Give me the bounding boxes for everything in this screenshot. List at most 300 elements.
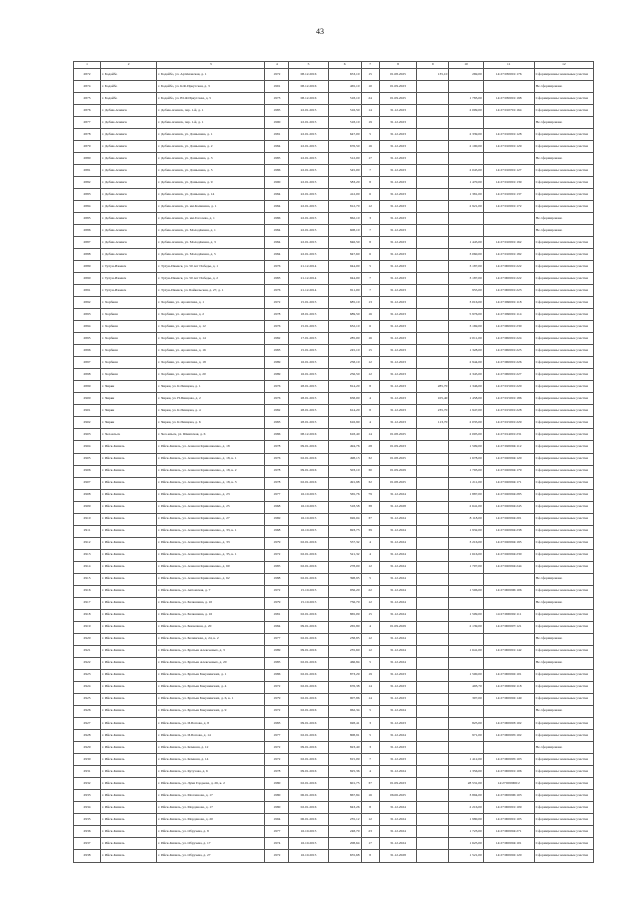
row-number-cell: 2919 xyxy=(74,621,101,633)
area-cell: 825,36 xyxy=(328,765,361,777)
date-cell: 02.01.2016 xyxy=(289,801,329,813)
cadastral-number-cell xyxy=(483,225,534,237)
land-status-cell: Сформированы земельные участки xyxy=(534,537,593,549)
table-row xyxy=(74,741,594,753)
floors-cell: 19 xyxy=(361,669,379,681)
settlement-cell: г. Ийск-Кизиль xyxy=(101,705,157,717)
settlement-cell: г. Ийск-Кизиль xyxy=(101,525,157,537)
amount-cell xyxy=(417,285,449,297)
year-built-cell: 1979 xyxy=(265,537,289,549)
cadastral-number-cell: 14:27:000002:111 xyxy=(483,609,534,621)
amount-cell xyxy=(417,585,449,597)
land-area-cell xyxy=(449,633,483,645)
date-cell: 06.01.2016 xyxy=(289,789,329,801)
settlement-cell: г. Дебин-Ачинск xyxy=(101,141,157,153)
floors-cell: 79 xyxy=(361,489,379,501)
address-cell: г. Ийск-Кизиль, ул. Автомская, д. 7 xyxy=(157,585,265,597)
settlement-cell: г. Тулун-Ижевск xyxy=(101,273,157,285)
address-cell: г. Тулун-Ижевск, ул. Байкальская, д. 27, д. 1 xyxy=(157,285,265,297)
row-number-cell: 2897 xyxy=(74,357,101,369)
land-status-cell: Не сформировано xyxy=(534,597,593,609)
land-status-cell: Сформированы земельные участки xyxy=(534,501,593,513)
settlement-cell: г. Ийск-Кизиль xyxy=(101,813,157,825)
deadline-cell: 31.12.2023 xyxy=(379,189,416,201)
address-cell: г. Ийск-Кизиль, ул. И.Попова, д. 8 xyxy=(157,717,265,729)
address-cell: г. Ийск-Кизиль, ул. И.Попова, д. 14 xyxy=(157,729,265,741)
land-area-cell: 493,70 xyxy=(449,681,483,693)
area-cell: 812,70 xyxy=(328,201,361,213)
land-area-cell: 3 187,00 xyxy=(449,261,483,273)
address-cell: г. Ийск-Кизиль, ул. Алексея Кривошеенко, д. 62 xyxy=(157,573,265,585)
floors-cell: 17 xyxy=(361,153,379,165)
deadline-cell: 31.12.2023 xyxy=(379,753,416,765)
table-row xyxy=(74,273,594,285)
year-built-cell: 1994 xyxy=(265,813,289,825)
table-row xyxy=(74,657,594,669)
table-body xyxy=(74,69,594,863)
area-cell: 412,00 xyxy=(328,189,361,201)
land-status-cell: Сформированы земельные участки xyxy=(534,405,593,417)
cadastral-number-cell: 14:27:030001:176 xyxy=(483,69,534,81)
cadastral-number-cell: 14:27:000002:120 xyxy=(483,850,534,863)
cadastral-number-cell: 14:27:000004:101 xyxy=(483,838,534,850)
table-row xyxy=(74,537,594,549)
address-cell: г. Ийск-Кизиль, ул. Комнаш, д. 12 xyxy=(157,741,265,753)
settlement-cell: г. Дебин-Ачинск xyxy=(101,177,157,189)
row-number-cell: 2896 xyxy=(74,345,101,357)
deadline-cell: 01.09.2023 xyxy=(379,81,416,93)
address-cell: г. Дебин-Ачинск, пер. 1-й, д. 1 xyxy=(157,117,265,129)
row-number-cell: 2901 xyxy=(74,405,101,417)
cadastral-number-cell: 14:27:020004:230 xyxy=(483,549,534,561)
address-cell: г. Дебин-Ачинск, ул. им.Калинина, д. 1 xyxy=(157,201,265,213)
settlement-cell: г. Чирки xyxy=(101,393,157,405)
address-cell: г. Дебин-Ачинск, ул. Дашьшева, д. 1 xyxy=(157,129,265,141)
table-row xyxy=(74,729,594,741)
land-status-cell: Сформированы земельные участки xyxy=(534,417,593,429)
cadastral-number-cell: 14:27:015001:220 xyxy=(483,381,534,393)
deadline-cell: 31.12.2023 xyxy=(379,393,416,405)
floors-cell: 12 xyxy=(361,633,379,645)
settlement-cell: г. Ийск-Кизиль xyxy=(101,850,157,863)
area-cell: 823,40 xyxy=(328,741,361,753)
land-area-cell: 1 723,00 xyxy=(449,825,483,837)
land-area-cell: 2 139,00 xyxy=(449,621,483,633)
cadastral-number-cell: 14:27:000001:223 xyxy=(483,285,534,297)
deadline-cell: 31.12.2024 xyxy=(379,585,416,597)
address-cell: г. Тулун-Ижевск, ул. 50 лет Победы, д. 2 xyxy=(157,273,265,285)
area-cell: 846,50 xyxy=(328,237,361,249)
address-cell: г. Ийск-Кизиль, ул. Алексея Кривошеенко, д. 18 xyxy=(157,441,265,453)
table-row xyxy=(74,573,594,585)
floors-cell: 12 xyxy=(361,813,379,825)
cadastral-number-cell: 14:27:010001:139 xyxy=(483,177,534,189)
land-area-cell: 2 339,00 xyxy=(449,129,483,141)
address-cell: г. Ийск-Кизиль, ул. Алексея Кривошеенко, д. 33, к. 1 xyxy=(157,525,265,537)
address-cell: г. Ийск-Кизиль, ул. Алексея Кривошеенко, д. 35, к. 1 xyxy=(157,549,265,561)
amount-cell xyxy=(417,789,449,801)
floors-cell: 23 xyxy=(361,825,379,837)
floors-cell: 19 xyxy=(361,117,379,129)
year-built-cell: 1980 xyxy=(265,789,289,801)
settlement-cell: г. Бодайбо xyxy=(101,69,157,81)
settlement-cell: г. Дебин-Ачинск xyxy=(101,165,157,177)
cadastral-number-cell: 14:27:000001:222 xyxy=(483,261,534,273)
cadastral-number-cell: 14:27:015001:228 xyxy=(483,405,534,417)
year-built-cell: 1990 xyxy=(265,117,289,129)
land-area-cell: 1 509,00 xyxy=(449,609,483,621)
cadastral-number-cell: 14:27:000006:103 xyxy=(483,789,534,801)
area-cell: 512,00 xyxy=(328,153,361,165)
settlement-cell: г. Хорбиян xyxy=(101,309,157,321)
row-number-cell: 2935 xyxy=(74,813,101,825)
area-cell: 653,10 xyxy=(328,69,361,81)
cadastral-number-cell: 14:27:060001:227 xyxy=(483,369,534,381)
land-status-cell: Сформированы земельные участки xyxy=(534,621,593,633)
floors-cell: 17 xyxy=(361,838,379,850)
settlement-cell: г. Ийск-Кизиль xyxy=(101,501,157,513)
row-number-cell: 2889 xyxy=(74,261,101,273)
cadastral-number-cell: 14:27:030001:198 xyxy=(483,93,534,105)
floors-cell: 12 xyxy=(361,357,379,369)
deadline-cell: 31.12.2024 xyxy=(379,489,416,501)
year-built-cell: 1982 xyxy=(265,405,289,417)
deadline-cell: 31.12.2023 xyxy=(379,285,416,297)
row-number-cell: 2878 xyxy=(74,129,101,141)
floors-cell: 8 xyxy=(361,381,379,393)
amount-cell xyxy=(417,429,449,441)
settlement-cell: г. Чел-ильск xyxy=(101,429,157,441)
date-cell: 08.12.2016 xyxy=(289,429,329,441)
address-cell: г. Ийск-Кизиль, ул. Бекчечная, д. 20 xyxy=(157,621,265,633)
cadastral-number-cell xyxy=(483,117,534,129)
area-cell: 632,10 xyxy=(328,321,361,333)
column-number-header: 9 xyxy=(417,62,449,69)
area-cell: 808,91 xyxy=(328,729,361,741)
cadastral-number-cell: 14:27:014001:231 xyxy=(483,429,534,441)
land-area-cell: 2 216,00 xyxy=(449,801,483,813)
settlement-cell: г. Ийск-Кизиль xyxy=(101,681,157,693)
area-cell: 503,10 xyxy=(328,465,361,477)
cadastral-number-cell: 14:27:000006:2 xyxy=(483,777,534,789)
table-row xyxy=(74,321,594,333)
cadastral-number-cell xyxy=(483,213,534,225)
deadline-cell: 31.12.2024 xyxy=(379,825,416,837)
column-number-header: 2 xyxy=(101,62,157,69)
amount-cell xyxy=(417,801,449,813)
date-cell: 22.01.2015 xyxy=(289,129,329,141)
land-area-cell: 28 531,00 xyxy=(449,777,483,789)
deadline-cell: 31.12.2023 xyxy=(379,117,416,129)
row-number-cell: 2893 xyxy=(74,309,101,321)
floors-cell: 32 xyxy=(361,453,379,465)
amount-cell xyxy=(417,489,449,501)
year-built-cell: 1984 xyxy=(265,225,289,237)
date-cell: 02.01.2016 xyxy=(289,705,329,717)
area-cell: 956,20 xyxy=(328,585,361,597)
table-row xyxy=(74,213,594,225)
land-status-cell: Не сформировано xyxy=(534,153,593,165)
year-built-cell: 1986 xyxy=(265,213,289,225)
table-row xyxy=(74,705,594,717)
table-row xyxy=(74,681,594,693)
amount-cell xyxy=(417,273,449,285)
settlement-cell: г. Ийск-Кизиль xyxy=(101,585,157,597)
row-number-cell: 2876 xyxy=(74,105,101,117)
floors-cell: 3 xyxy=(361,213,379,225)
amount-cell xyxy=(417,333,449,345)
address-cell: г. Ийск-Кизиль, ул. Обручева, д. 17 xyxy=(157,838,265,850)
address-cell: г. Ийск-Кизиль, ул. Братьев Бакунинских, д. 4 xyxy=(157,681,265,693)
land-status-cell: Сформированы земельные участки xyxy=(534,165,593,177)
area-cell: 516,50 xyxy=(328,105,361,117)
address-cell: г. Ийск-Кизиль, ул. Обручева, д. 8 xyxy=(157,825,265,837)
year-built-cell: 1972 xyxy=(265,69,289,81)
deadline-cell: 31.12.2024 xyxy=(379,729,416,741)
land-area-cell: 955,00 xyxy=(449,285,483,297)
area-cell: 676,50 xyxy=(328,141,361,153)
settlement-cell: г. Хорбиян xyxy=(101,357,157,369)
floors-cell: 38 xyxy=(361,501,379,513)
table-row xyxy=(74,717,594,729)
year-built-cell: 1976 xyxy=(265,321,289,333)
land-area-cell: 3 216,00 xyxy=(449,537,483,549)
year-built-cell: 1989 xyxy=(265,369,289,381)
land-area-cell: 1 509,00 xyxy=(449,441,483,453)
amount-cell xyxy=(417,838,449,850)
address-cell: г. Дебин-Ачинск, ул. Дашьшева, д. 9 xyxy=(157,177,265,189)
cadastral-number-cell xyxy=(483,657,534,669)
floors-cell: 13 xyxy=(361,297,379,309)
floors-cell: 30 xyxy=(361,465,379,477)
land-area-cell: 2 641,00 xyxy=(449,501,483,513)
settlement-cell: г. Ийск-Кизиль xyxy=(101,657,157,669)
land-status-cell: Сформированы земельные участки xyxy=(534,309,593,321)
table-row xyxy=(74,597,594,609)
land-status-cell: Не сформировано xyxy=(534,741,593,753)
table-row xyxy=(74,850,594,863)
settlement-cell: г. Ийск-Кизиль xyxy=(101,825,157,837)
row-number-cell: 2895 xyxy=(74,333,101,345)
amount-cell xyxy=(417,597,449,609)
year-built-cell: 1976 xyxy=(265,453,289,465)
land-area-cell: 1 412,00 xyxy=(449,753,483,765)
settlement-cell: г. Ийск-Кизиль xyxy=(101,669,157,681)
settlement-cell: г. Дебин-Ачинск xyxy=(101,117,157,129)
table-row xyxy=(74,249,594,261)
area-cell: 614,20 xyxy=(328,405,361,417)
table-row xyxy=(74,825,594,837)
cadastral-number-cell: 14:27:000001:222 xyxy=(483,273,534,285)
row-number-cell: 2903 xyxy=(74,429,101,441)
year-built-cell: 1977 xyxy=(265,633,289,645)
row-number-cell: 2875 xyxy=(74,93,101,105)
table-row xyxy=(74,333,594,345)
area-cell: 944,00 xyxy=(328,261,361,273)
address-cell: г. Дебин-Ачинск, ул. Дашьшева, д. 14 xyxy=(157,189,265,201)
row-number-cell: 2936 xyxy=(74,825,101,837)
amount-cell xyxy=(417,693,449,705)
table-row xyxy=(74,141,594,153)
date-cell: 09.01.2016 xyxy=(289,717,329,729)
floors-cell: 37 xyxy=(361,777,379,789)
settlement-cell: г. Ийск-Кизиль xyxy=(101,489,157,501)
amount-cell xyxy=(417,297,449,309)
year-built-cell: 1973 xyxy=(265,93,289,105)
area-cell: 256,50 xyxy=(328,369,361,381)
deadline-cell: 31.12.2024 xyxy=(379,573,416,585)
date-cell: 22.01.2015 xyxy=(289,177,329,189)
year-built-cell: 1972 xyxy=(265,741,289,753)
settlement-cell: г. Тулун-Ижевск xyxy=(101,261,157,273)
area-cell: 689,50 xyxy=(328,309,361,321)
row-number-cell: 2926 xyxy=(74,705,101,717)
land-status-cell: Сформированы земельные участки xyxy=(534,489,593,501)
date-cell: 22.01.2015 xyxy=(289,249,329,261)
date-cell: 15.01.2015 xyxy=(289,345,329,357)
land-area-cell: 3 187,00 xyxy=(449,273,483,285)
row-number-cell: 2899 xyxy=(74,381,101,393)
floors-cell: 7 xyxy=(361,165,379,177)
land-area-cell: 1 346,00 xyxy=(449,381,483,393)
deadline-cell: 31.12.2023 xyxy=(379,177,416,189)
table-row xyxy=(74,237,594,249)
land-area-cell: 2 944,00 xyxy=(449,357,483,369)
year-built-cell: 1981 xyxy=(265,609,289,621)
column-number-header: 1 xyxy=(74,62,101,69)
cadastral-number-cell: 14:27:060001:225 xyxy=(483,345,534,357)
date-cell: 22.01.2015 xyxy=(289,213,329,225)
deadline-cell: 31.12.2023 xyxy=(379,141,416,153)
land-status-cell: Сформированы земельные участки xyxy=(534,729,593,741)
land-area-cell: 1 445,00 xyxy=(449,237,483,249)
deadline-cell: 31.12.2024 xyxy=(379,838,416,850)
land-area-cell: 2 011,00 xyxy=(449,333,483,345)
area-cell: 658,00 xyxy=(328,393,361,405)
cadastral-number-cell: 14:27:060001:224 xyxy=(483,333,534,345)
date-cell: 28.01.2015 xyxy=(289,381,329,393)
row-number-cell: 2900 xyxy=(74,393,101,405)
cadastral-number-cell xyxy=(483,153,534,165)
cadastral-number-cell: 14:27:000005:102 xyxy=(483,729,534,741)
year-built-cell: 1984 xyxy=(265,189,289,201)
amount-cell xyxy=(417,561,449,573)
land-status-cell: Не сформировано xyxy=(534,657,593,669)
land-status-cell: Сформированы земельные участки xyxy=(534,717,593,729)
cadastral-number-cell: 14:27:010001:162 xyxy=(483,237,534,249)
table-row xyxy=(74,501,594,513)
row-number-cell: 2934 xyxy=(74,801,101,813)
deadline-cell: 31.12.2023 xyxy=(379,669,416,681)
address-cell: г. Ийск-Кизиль, ул. Алексея Кривошеенко, д. 27 xyxy=(157,513,265,525)
settlement-cell: г. Хорбиян xyxy=(101,333,157,345)
row-number-cell: 2923 xyxy=(74,669,101,681)
area-cell: 518,58 xyxy=(328,501,361,513)
row-number-cell: 2928 xyxy=(74,729,101,741)
column-number-header: 11 xyxy=(483,62,534,69)
settlement-cell: г. Хорбиян xyxy=(101,345,157,357)
table-row xyxy=(74,69,594,81)
land-status-cell: Сформированы земельные участки xyxy=(534,105,593,117)
floors-cell: 12 xyxy=(361,201,379,213)
floors-cell: 8 xyxy=(361,237,379,249)
land-status-cell: Не сформировано xyxy=(534,117,593,129)
column-number-header: 8 xyxy=(379,62,416,69)
date-cell: 08.12.2016 xyxy=(289,69,329,81)
deadline-cell: 31.12.2023 xyxy=(379,309,416,321)
settlement-cell: г. Ийск-Кизиль xyxy=(101,597,157,609)
table-row xyxy=(74,477,594,489)
land-area-cell: 1 793,00 xyxy=(449,465,483,477)
floors-cell: 4 xyxy=(361,549,379,561)
settlement-cell: г. Ийск-Кизиль xyxy=(101,789,157,801)
amount-cell xyxy=(417,813,449,825)
row-number-cell: 2938 xyxy=(74,850,101,863)
address-cell: г. Ийск-Кизиль, ул. Белинская, д. 24, к. 2 xyxy=(157,633,265,645)
land-status-cell: Сформированы земельные участки xyxy=(534,129,593,141)
year-built-cell: 1986 xyxy=(265,669,289,681)
area-cell: 811,00 xyxy=(328,285,361,297)
amount-cell xyxy=(417,153,449,165)
deadline-cell: 01.09.2023 xyxy=(379,441,416,453)
area-cell: 398,95 xyxy=(328,573,361,585)
cadastral-number-cell: 14:27:000007:121 xyxy=(483,621,534,633)
date-cell: 09.01.2016 xyxy=(289,441,329,453)
deadline-cell: 31.12.2023 xyxy=(379,357,416,369)
area-cell: 466,84 xyxy=(328,657,361,669)
deadline-cell: 31.12.2023 xyxy=(379,165,416,177)
cadastral-number-cell xyxy=(483,705,534,717)
floors-cell: 14 xyxy=(361,681,379,693)
settlement-cell: г. Дебин-Ачинск xyxy=(101,201,157,213)
row-number-cell: 2874 xyxy=(74,81,101,93)
year-built-cell: 1988 xyxy=(265,573,289,585)
land-status-cell: Сформированы земельные участки xyxy=(534,525,593,537)
column-number-header: 7 xyxy=(361,62,379,69)
address-cell: г. Ийск-Кизиль, ул. Обручева, д. 27 xyxy=(157,850,265,863)
floors-cell: 28 xyxy=(361,441,379,453)
deadline-cell: 31.12.2023 xyxy=(379,213,416,225)
floors-cell: 12 xyxy=(361,645,379,657)
amount-cell xyxy=(417,141,449,153)
address-cell: г. Ийск-Кизиль, ул. Братьев Бакунинских, д. 9 xyxy=(157,705,265,717)
settlement-cell: г. Ийск-Кизиль xyxy=(101,765,157,777)
area-cell: 843,26 xyxy=(328,801,361,813)
row-number-cell: 2924 xyxy=(74,681,101,693)
deadline-cell: 31.12.2024 xyxy=(379,645,416,657)
date-cell: 16.10.2015 xyxy=(289,850,329,863)
area-cell: 518,10 xyxy=(328,117,361,129)
address-cell: г. Чирки, ул. К.Пинцова, д. 6 xyxy=(157,417,265,429)
address-cell: г. Ийск-Кизиль, ул. Алексея Кривошеенко, д. 25 xyxy=(157,501,265,513)
date-cell: 22.01.2015 xyxy=(289,165,329,177)
date-cell: 15.10.2015 xyxy=(289,585,329,597)
floors-cell: 15 xyxy=(361,609,379,621)
land-status-cell: Сформированы земельные участки xyxy=(534,789,593,801)
table-row xyxy=(74,801,594,813)
land-status-cell: Не сформировано xyxy=(534,705,593,717)
date-cell: 22.01.2015 xyxy=(289,237,329,249)
row-number-cell: 2880 xyxy=(74,153,101,165)
year-built-cell: 1968 xyxy=(265,501,289,513)
year-built-cell: 1984 xyxy=(265,621,289,633)
cadastral-number-cell: 14:27:000003:102 xyxy=(483,717,534,729)
land-area-cell xyxy=(449,213,483,225)
floors-cell: 37 xyxy=(361,513,379,525)
year-built-cell: 1985 xyxy=(265,153,289,165)
cadastral-number-cell: 14:27:020004:285 xyxy=(483,489,534,501)
amount-cell xyxy=(417,777,449,789)
